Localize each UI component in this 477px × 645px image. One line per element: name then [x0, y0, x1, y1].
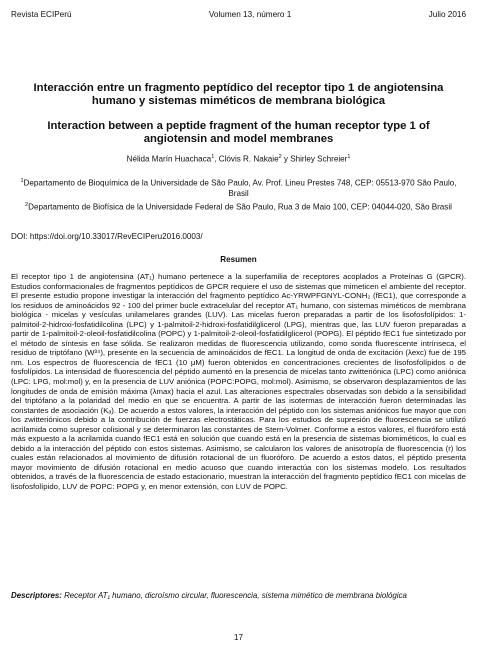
affiliation-text: Departamento de Biofísica de la Universidade Federal de São Paulo, Rua 3 de Maio 100, CEP: 04044-020, São Brasil [28, 202, 452, 212]
author-affil-mark: 1 [347, 154, 351, 160]
keywords-label: Descriptores: [11, 591, 62, 600]
title-spanish: Interacción entre un fragmento peptídico del receptor tipo 1 de angiotensina humano y sistemas miméticos de membrana biológica [33, 82, 444, 107]
keywords-text: Receptor AT₁ humano, dicroísmo circular, fluorescencia, sistema mimético de membrana biológica [61, 591, 407, 600]
affiliation-2 [11, 200, 466, 213]
issue-date: Julio 2016 [428, 10, 466, 19]
author-affil-mark: 2 [278, 154, 282, 160]
author-list [0, 154, 477, 164]
keywords [11, 591, 466, 601]
author-name: Nélida Marín Huachaca [126, 154, 212, 164]
volume-issue: Volumen 13, número 1 [208, 10, 292, 19]
abstract-paragraph: El receptor tipo 1 de angiotensina (AT₁) humano pertenece a la superfamilia de receptores acoplados a Proteínas G (GPCR). Estudios conformacionales de fragmentos peptídicos de GPCR requiere el uso de sistemas que mimeticen el ambiente del receptor. El presente estudio propone investigar la interacción del fragmento peptídico Ac-YRWPFGNYL-CONH₂ (fEC1), que corresponde a los residuos de aminoácidos 92 - 100 del primer bucle extracelular del receptor AT₁ humano, con sistemas miméticos de membrana biológica - micelas y vesículas unilamelares grandes (LUV). Las micelas fueron preparadas a partir de los lisofosfolípidos: 1-palmitoil-2-hidroxi-fosfatidilcolina (LPC) y 1-palmitoil-2-hidroxi-fosfatidilglicerol (LPG), mientras que, las LUV fueron preparadas a partir de 1-palmitoil-2-oleoil-fosfatidilcolina (POPC) y 1-palmitoil-2-oleoil-fosfatidilglicerol (POPG). El péptido fEC1 fue sintetizado por el método de síntesis en fase sólida. Se realizaron medidas de fluorescencia utilizando, como sonda fluorescente intrínseca, el residuo de triptófano (W³⁴), presente en la secuencia de aminoácidos de fEC1. La longitud de onda de excitación (λexc) fue de 195 nm. Los espectros de fluorescencia de fEC1 (10 μM) fueron obtenidos en concentraciones crecientes de lisofosfolípidos o de fosfolípidos. La intensidad de fluorescencia del péptido aumentó en la presencia de micelas tanto zwitteriónica (LPC) como aniónica (LPC: LPG, mol:mol) y, en la presencia de LUV aniónica (POPC:POPG, mol:mol). Asimismo, se observaron desplazamientos de las longitudes de onda de emisión máxima (λmax) hacia el azul. Las alteraciones espectrales observadas son debido a la sensibilidad del triptófano a la polaridad del medio en que se encuentra. A partir de las isotermas de interacción fueron determinadas las constantes de asociación (Kₐ). De acuerdo a estos valores, la interacción del péptido con los sistemas aniónicos fue mayor que con los zwitteriónicos debido a la contribución de fuerzas electrostáticas. Para los estudios de supresión de fluorescencia se utilizó acrilamida como supresor colisional y se determinaron las constantes de Stern-Volmer. Conforme a estos valores, el fluoróforo está más expuesto a la acrilamida cuando fEC1 está en solución que cuando está en la presencia de sistemas biomiméticos, lo cual es debido a la interacción del péptido con estos sistemas. Asimismo, se calcularon los valores de anisotropía de fluorescencia (r) los cuales están relacionados al movimiento de difusión rotacional de un fluoróforo. De acuerdo a estos datos, el péptido presenta mayor movimiento de difusión rotacional en medio acuoso que cuando interactúa con los sistemas modelo. Los resultados obtenidos, a través de la fluorescencia de estado estacionario, muestran la interacción del fragmento peptídico fEC1 con micelas de lisofosfolípido, LUV de POPC: POPG y, en menor extensión, con LUV de POPC. [11, 272, 466, 492]
affiliation-mark: 1 [20, 178, 24, 184]
affiliation-mark: 2 [25, 202, 29, 208]
author-separator: , [214, 154, 219, 164]
running-header [11, 10, 466, 22]
title-english: Interaction between a peptide fragment of the human receptor type 1 of angiotensin and model membranes [47, 120, 430, 145]
affiliation-text: Departamento de Bioquímica de la Universidade de São Paulo, Av. Prof. Lineu Prestes 748, CEP: 05513-970 São Paulo, Brasil [23, 178, 457, 199]
author-separator: y [281, 154, 291, 164]
doi-link[interactable]: DOI: https://doi.org/10.33017/RevECIPeru2016.0003/ [11, 232, 203, 241]
author-name: Shirley Schreier [290, 154, 348, 164]
author-affil-mark: 1 [211, 154, 215, 160]
journal-name: Revista ECIPerú [11, 10, 72, 19]
page-number: 17 [233, 633, 243, 642]
affiliation-1 [11, 176, 466, 200]
author-name: Clóvis R. Nakaie [218, 154, 279, 164]
abstract-body [11, 272, 466, 492]
abstract-heading: Resumen [220, 255, 257, 264]
